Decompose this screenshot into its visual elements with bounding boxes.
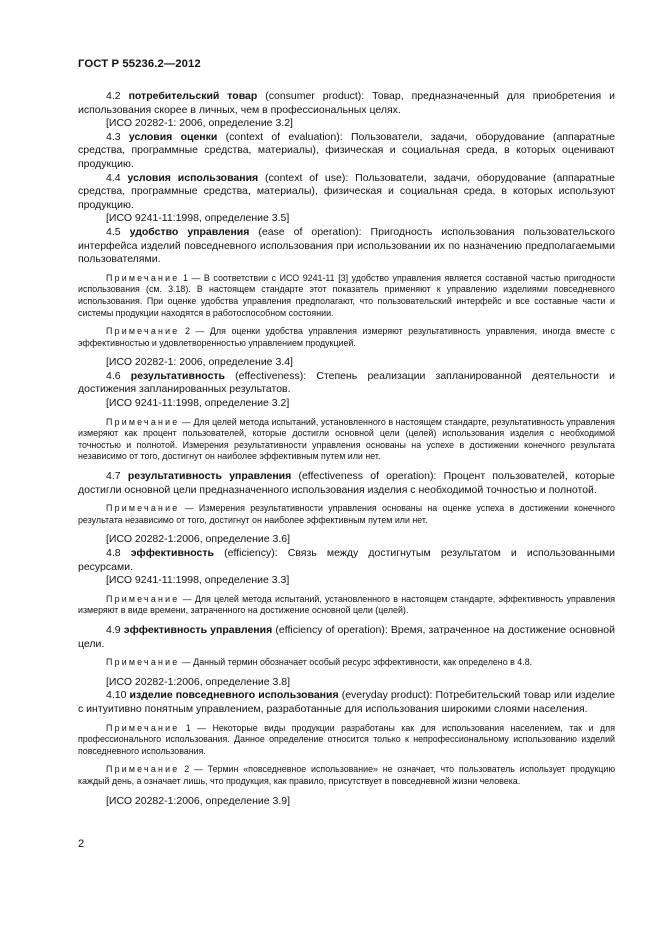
- page-number: 2: [78, 838, 85, 850]
- term-name: результативность: [130, 369, 225, 382]
- note: Примечание 2 — Для оценки удобства управления измеряют результативность управления, иногда вместе с эффективностью и удовлетворенностью управлением продукцией.: [78, 326, 615, 348]
- source-ref: [ИСО 20282-1: 2006, определение 3.4]: [106, 356, 293, 369]
- term-name: изделие повседневного использования: [129, 689, 339, 702]
- source-ref: [ИСО 20282-1: 2006, определение 3.2]: [106, 117, 293, 130]
- note: Примечание — Измерения результативности управления основаны на оценке успеха в достижении конечного результата независимо от того, достигнут он наиболее эффективным путем или нет.: [78, 503, 615, 525]
- term-name: эффективность: [130, 547, 214, 559]
- term-4-10: 4.10 изделие повседневного использования (everyday product): Потребительский товар или изделие с интуитивно понятным управлением, разработанные для использования широкими слоями населения.: [78, 689, 615, 715]
- source-ref: [ИСО 20282-1:2006, определение 3.6]: [106, 533, 291, 546]
- source-ref: [ИСО 9241-11:1998, определение 3.5]: [106, 212, 290, 225]
- term-name: эффективность управления: [123, 623, 273, 636]
- source-ref: [ИСО 9241-11:1998, определение 3.3]: [106, 574, 290, 587]
- term-4-8: 4.8 эффективность (efficiency): Связь между достигнутым результатом и использованными ресурсами.: [78, 547, 615, 573]
- term-4-4: 4.4 условия использования (context of use): Пользователи, задачи, оборудование (аппаратные средства, программные средства, материалы), физическая и социальная среда, в которых используют продукцию.: [78, 171, 615, 211]
- note: Примечание — Данный термин обозначает особый ресурс эффективности, как определено в 4.8.: [106, 657, 533, 668]
- term-4-5: 4.5 удобство управления (ease of operation): Пригодность использования пользовательского интерфейса изделий повседневного использования при использовании их по назначению предполагаемыми пользователями.: [78, 225, 616, 266]
- note: Примечание 2 — Термин «повседневное использование» не означает, что пользователь использует продукцию каждый день, а означает лишь, что продукция, как правило, присутствует в повседневной жизни человека.: [78, 764, 615, 786]
- term-4-9: 4.9 эффективность управления (efficiency of operation): Время, затраченное на достижение основной цели.: [78, 623, 616, 650]
- document-header: ГОСТ Р 55236.2—2012: [78, 58, 201, 70]
- term-4-6: 4.6 результативность (effectiveness): Степень реализации запланированной деятельности и достижения запланированных результатов.: [78, 369, 616, 396]
- source-ref: [ИСО 20282-1:2006, определение 3.8]: [106, 675, 291, 688]
- page-content: [78, 90, 615, 808]
- term-4-3: 4.3 условия оценки (context of evaluation): Пользователи, задачи, оборудование (аппаратные средства, программные средства, материалы), физическая и социальная среда, в которых оценивают продукцию.: [78, 130, 616, 170]
- term-name: условия оценки: [128, 130, 218, 143]
- source-ref: [ИСО 20282-1:2006, определение 3.9]: [106, 794, 291, 807]
- note: Примечание — Для целей метода испытаний, установленного в настоящем стандарте, эффективность управления измеряют в виде времени, затраченного на достижение основной цели (целей).: [78, 593, 615, 616]
- term-name: результативность управления: [127, 470, 292, 483]
- term-4-7: 4.7 результативность управления (effectiveness of operation): Процент пользователей, которые достигли основной цели предназначенного использования изделия с необходимой точностью и полнотой.: [78, 470, 616, 496]
- source-ref: [ИСО 9241-11:1998, определение 3.2]: [106, 397, 290, 410]
- note: Примечание — Для целей метода испытаний, установленного в настоящем стандарте, результативность управления измеряют как процент пользователей, которые достигли основной цели (целей) использования изделия с необходимой точностью и полнотой. Измерения результативности управления основаны на успехе в достижении конечного результата независимо от того, достигнут он наиболее эффективным путем или нет.: [78, 416, 615, 462]
- term-name: условия использования: [127, 171, 259, 184]
- term-name: удобство управления: [129, 225, 250, 238]
- note: Примечание 1 — Некоторые виды продукции разработаны как для использования населением, так и для профессионального использования. Данное определение относится только к непрофессиональному использованию изделий повседневного использования.: [78, 722, 615, 756]
- note: Примечание 1 — В соответствии с ИСО 9241-11 [3] удобство управления является составной частью пригодности использования (см. 3.18). В настоящем стандарте этот показатель применяют к управлению изделиями повседневного использования. При оценке удобства управления предполагают, что пользовательский интерфейс и все составные части и системы продукции находятся в работоспособном состоянии.: [78, 272, 615, 318]
- term-4-2: 4.2 потребительский товар (consumer product): Товар, предназначенный для приобретения и использования скорее в личных, чем в профессиональных целях.: [78, 90, 615, 116]
- term-name: потребительский товар: [128, 90, 258, 102]
